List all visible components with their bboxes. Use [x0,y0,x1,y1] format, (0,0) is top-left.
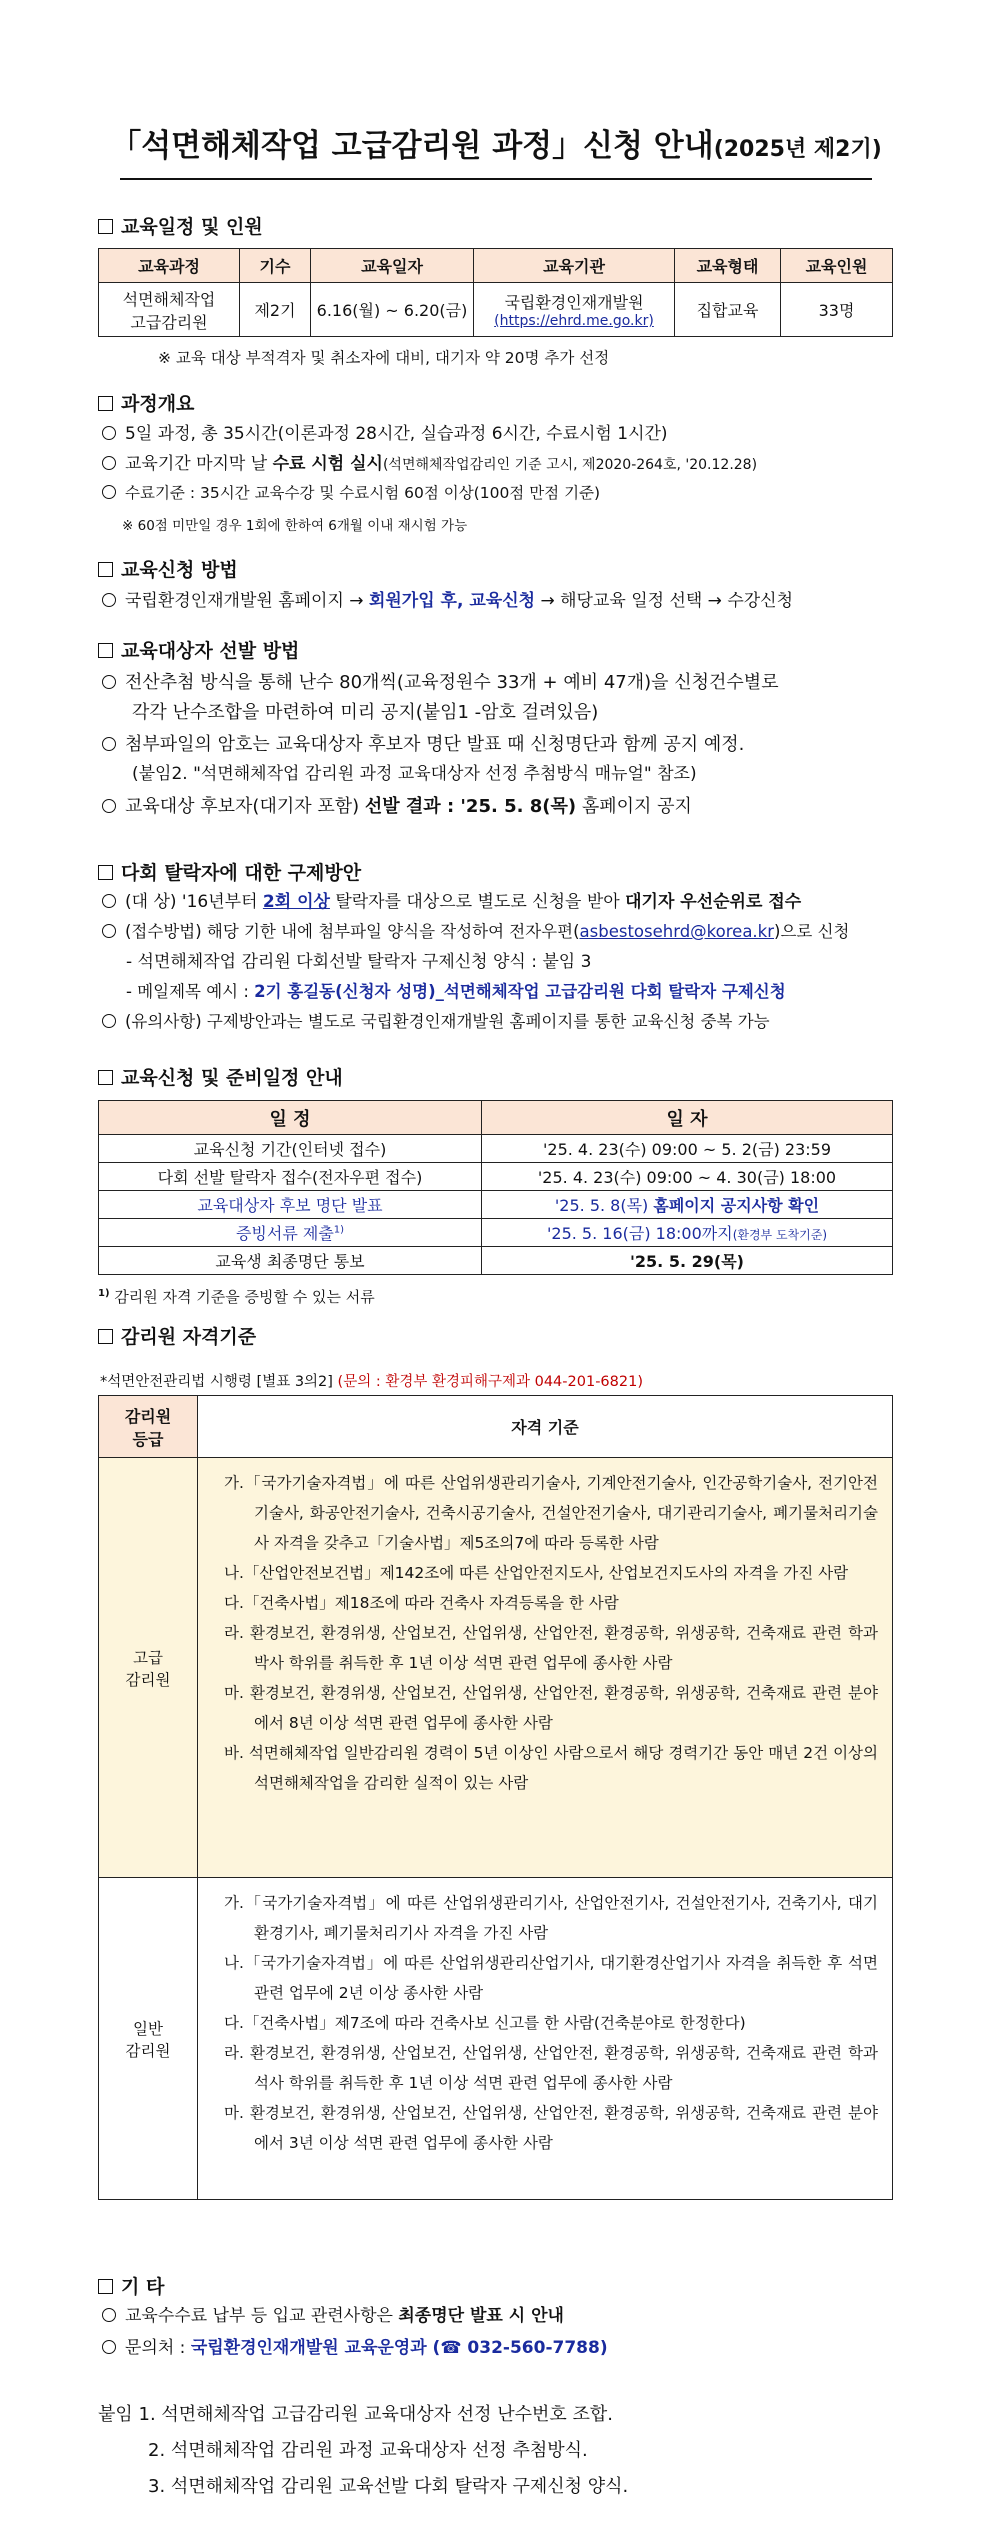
selection-line-cont: 각각 난수조합을 마련하여 미리 공지(붙임1 -암호 걸려있음) [132,702,599,723]
etc-line: 교육수수료 납부 등 입교 관련사항은 최종명단 발표 시 안내 [102,2306,564,2326]
checkbox-square-icon [98,562,113,577]
relief-line: (대 상) '16년부터 2회 이상 탈락자를 대상으로 별도로 신청을 받아 대기자 우선순위로 접수 [102,892,801,912]
section-apply-heading [98,555,238,582]
attachment-1: 붙임 1. 석면해체작업 고급감리원 교육대상자 선정 난수번호 조합. [98,2404,614,2425]
grade-senior: 고급 감리원 [99,1458,198,1878]
section-title: 감리원 자격기준 [121,1326,257,1348]
cell-org: 국립환경인재개발원 (https://ehrd.me.go.kr) [474,283,675,337]
col-header: 교육형태 [675,249,781,283]
timeline-item: 교육대상자 후보 명단 발표 [99,1191,482,1219]
col-header: 교육기관 [474,249,675,283]
qualification-table [98,1395,893,2200]
section-title: 다회 탈락자에 대한 구제방안 [121,862,362,884]
page-title [0,120,992,165]
timeline-date: '25. 5. 29(목) [482,1247,893,1275]
overview-line: 교육기간 마지막 날 수료 시험 실시(석면해체작업감리인 기준 고시, 제2020-264호, '20.12.28) [102,454,757,474]
checkbox-square-icon [98,1070,113,1085]
grade-general: 일반 감리원 [99,1878,198,2200]
section-etc-heading [98,2272,164,2299]
circle-bullet-icon [102,593,116,607]
relief-line: (유의사항) 구제방안과는 별도로 국립환경인재개발원 홈페이지를 통한 교육신청 중복 가능 [102,1012,770,1032]
circle-bullet-icon [102,456,116,470]
section-title: 교육신청 및 준비일정 안내 [121,1067,343,1089]
timeline-date: '25. 4. 23(수) 09:00 ~ 4. 30(금) 18:00 [482,1163,893,1191]
org-link[interactable]: (https://ehrd.me.go.kr) [494,313,654,329]
etc-line: 문의처 : 국립환경인재개발원 교육운영과 (☎ 032-560-7788) [102,2338,608,2358]
timeline-item: 다회 선발 탈락자 접수(전자우편 접수) [99,1163,482,1191]
selection-line-cont: (붙임2. "석면해체작업 감리원 과정 교육대상자 선정 추첨방식 매뉴얼" 참조) [132,764,697,784]
section-selection-heading [98,636,299,663]
col-header: 일 자 [482,1101,893,1135]
col-header: 감리원 등급 [99,1396,198,1458]
timeline-item: 증빙서류 제출$^{1)}$ [99,1219,482,1247]
contact-phone[interactable]: 국립환경인재개발원 교육운영과 (☎ 032-560-7788) [190,2338,608,2358]
schedule-table [98,248,893,337]
overview-line: 수료기준 : 35시간 교육수강 및 수료시험 60점 이상(100점 만점 기준) [102,484,600,503]
section-timeline-heading [98,1063,343,1090]
apply-line: 국립환경인재개발원 홈페이지 → 회원가입 후, 교육신청 → 해당교육 일정 선택 → 수강신청 [102,591,793,611]
section-relief-heading [98,858,361,885]
qualification-source: *석면안전관리법 시행령 [별표 3의2] (문의 : 환경부 환경피해구제과 044-201-6821) [100,1374,643,1390]
section-overview-heading [98,389,194,416]
relief-line: - 메일제목 예시 : 2기 홍길동(신청자 성명)_석면해체작업 고급감리원 다회 탈락자 구제신청 [126,982,786,1001]
cell-course: 석면해체작업 고급감리원 [99,283,240,337]
section-title: 과정개요 [121,393,195,415]
circle-bullet-icon [102,426,116,440]
section-title: 교육대상자 선발 방법 [121,640,300,662]
col-header: 자격 기준 [198,1396,893,1458]
circle-bullet-icon [102,799,116,813]
relief-line: (접수방법) 해당 기한 내에 첨부파일 양식을 작성하여 전자우편(asbestosehrd@korea.kr)으로 신청 [102,922,849,942]
col-header: 기수 [240,249,311,283]
section-title: 교육신청 방법 [121,559,238,581]
col-header: 교육인원 [781,249,893,283]
schedule-note: ※ 교육 대상 부적격자 및 취소자에 대비, 대기자 약 20명 추가 선정 [158,349,610,367]
section-schedule-heading [98,212,263,239]
circle-bullet-icon [102,2308,116,2322]
title-sub: (2025년 제2기) [713,137,882,162]
timeline-date: '25. 5. 8(목) 홈페이지 공지사항 확인 [482,1191,893,1219]
timeline-table [98,1100,893,1275]
qualification-senior: 가.「국가기술자격법」에 따른 산업위생관리기술사, 기계안전기술사, 인간공학기술사, 전기안전기술사, 화공안전기술사, 건축시공기술사, 건설안전기술사, 대기관리기술사, 폐기물처리기술사 자격을 갖추고「기술사법」제5조의7에 따라 등록한 사람 나.「산업안전보건법」제142조에 따른 산업안전지도사, 산업보건지도사의 자격을 가진 사람 다.「건축사법」제18조에 따라 건축사 자격등록을 한 사람 라. 환경보건, 환경위생, 산업보건, 산업위생, 산업안전, 환경공학, 위생공학, 건축재료 관련 학과 박사 학위를 취득한 후 1년 이상 석면 관련 업무에 종사한 사람 마. 환경보건, 환경위생, 산업보건, 산업위생, 산업안전, 환경공학, 위생공학, 건축재료 관련 분야에서 8년 이상 석면 관련 업무에 종사한 사람 바. 석면해체작업 일반감리원 경력이 5년 이상인 사람으로서 해당 경력기간 동안 매년 2건 이상의 석면해체작업을 감리한 실적이 있는 사람 [198,1458,893,1878]
circle-bullet-icon [102,485,116,499]
cell-count: 33명 [781,283,893,337]
selection-line: 첨부파일의 암호는 교육대상자 후보자 명단 발표 때 신청명단과 함께 공지 예정. [102,734,744,756]
cell-form: 집합교육 [675,283,781,337]
email-link[interactable]: asbestosehrd@korea.kr [579,922,775,941]
circle-bullet-icon [102,675,116,689]
cell-date: 6.16(월) ~ 6.20(금) [311,283,474,337]
timeline-date: '25. 5. 16(금) 18:00까지(환경부 도착기준) [482,1219,893,1247]
section-title: 기 타 [121,2276,165,2298]
checkbox-square-icon [98,2279,113,2294]
timeline-item: 교육생 최종명단 통보 [99,1247,482,1275]
overview-note: ※ 60점 미만일 경우 1회에 한하여 6개월 이내 재시험 가능 [122,518,468,534]
selection-line: 전산추첨 방식을 통해 난수 80개씩(교육정원수 33개 + 예비 47개)을 신청건수별로 [102,672,779,694]
checkbox-square-icon [98,396,113,411]
selection-line: 교육대상 후보자(대기자 포함) 선발 결과 : '25. 5. 8(목) 홈페이지 공지 [102,796,692,818]
checkbox-square-icon [98,865,113,880]
circle-bullet-icon [102,2340,116,2354]
qualification-general: 가.「국가기술자격법」에 따른 산업위생관리기사, 산업안전기사, 건설안전기사, 건축기사, 대기환경기사, 폐기물처리기사 자격을 가진 사람 나.「국가기술자격법」에 따른 산업위생관리산업기사, 대기환경산업기사 자격을 취득한 후 석면 관련 업무에 2년 이상 종사한 사람 다.「건축사법」제7조에 따라 건축사보 신고를 한 사람(건축분야로 한정한다) 라. 환경보건, 환경위생, 산업보건, 산업위생, 산업안전, 환경공학, 위생공학, 건축재료 관련 학과 석사 학위를 취득한 후 1년 이상 석면 관련 업무에 종사한 사람 마. 환경보건, 환경위생, 산업보건, 산업위생, 산업안전, 환경공학, 위생공학, 건축재료 관련 분야에서 3년 이상 석면 관련 업무에 종사한 사람 [198,1878,893,2200]
timeline-date: '25. 4. 23(수) 09:00 ~ 5. 2(금) 23:59 [482,1135,893,1163]
section-qualification-heading [98,1322,256,1349]
timeline-footnote: $^{1)}$ 감리원 자격 기준을 증빙할 수 있는 서류 [98,1288,375,1306]
col-header: 교육과정 [99,249,240,283]
attachment-3: 3. 석면해체작업 감리원 교육선발 다회 탈락자 구제신청 양식. [148,2476,629,2497]
title-underline [120,178,872,180]
circle-bullet-icon [102,924,116,938]
section-title: 교육일정 및 인원 [121,216,263,238]
title-main: 「석면해체작업 고급감리원 과정」신청 안내 [110,128,714,164]
circle-bullet-icon [102,894,116,908]
circle-bullet-icon [102,1014,116,1028]
checkbox-square-icon [98,643,113,658]
relief-line: - 석면해체작업 감리원 다회선발 탈락자 구제신청 양식 : 붙임 3 [126,952,592,972]
col-header: 일 정 [99,1101,482,1135]
attachment-2: 2. 석면해체작업 감리원 과정 교육대상자 선정 추첨방식. [148,2440,588,2461]
checkbox-square-icon [98,1329,113,1344]
checkbox-square-icon [98,219,113,234]
circle-bullet-icon [102,737,116,751]
overview-line: 5일 과정, 총 35시간(이론과정 28시간, 실습과정 6시간, 수료시험 1시간) [102,424,668,444]
cell-term: 제2기 [240,283,311,337]
col-header: 교육일자 [311,249,474,283]
timeline-item: 교육신청 기간(인터넷 접수) [99,1135,482,1163]
